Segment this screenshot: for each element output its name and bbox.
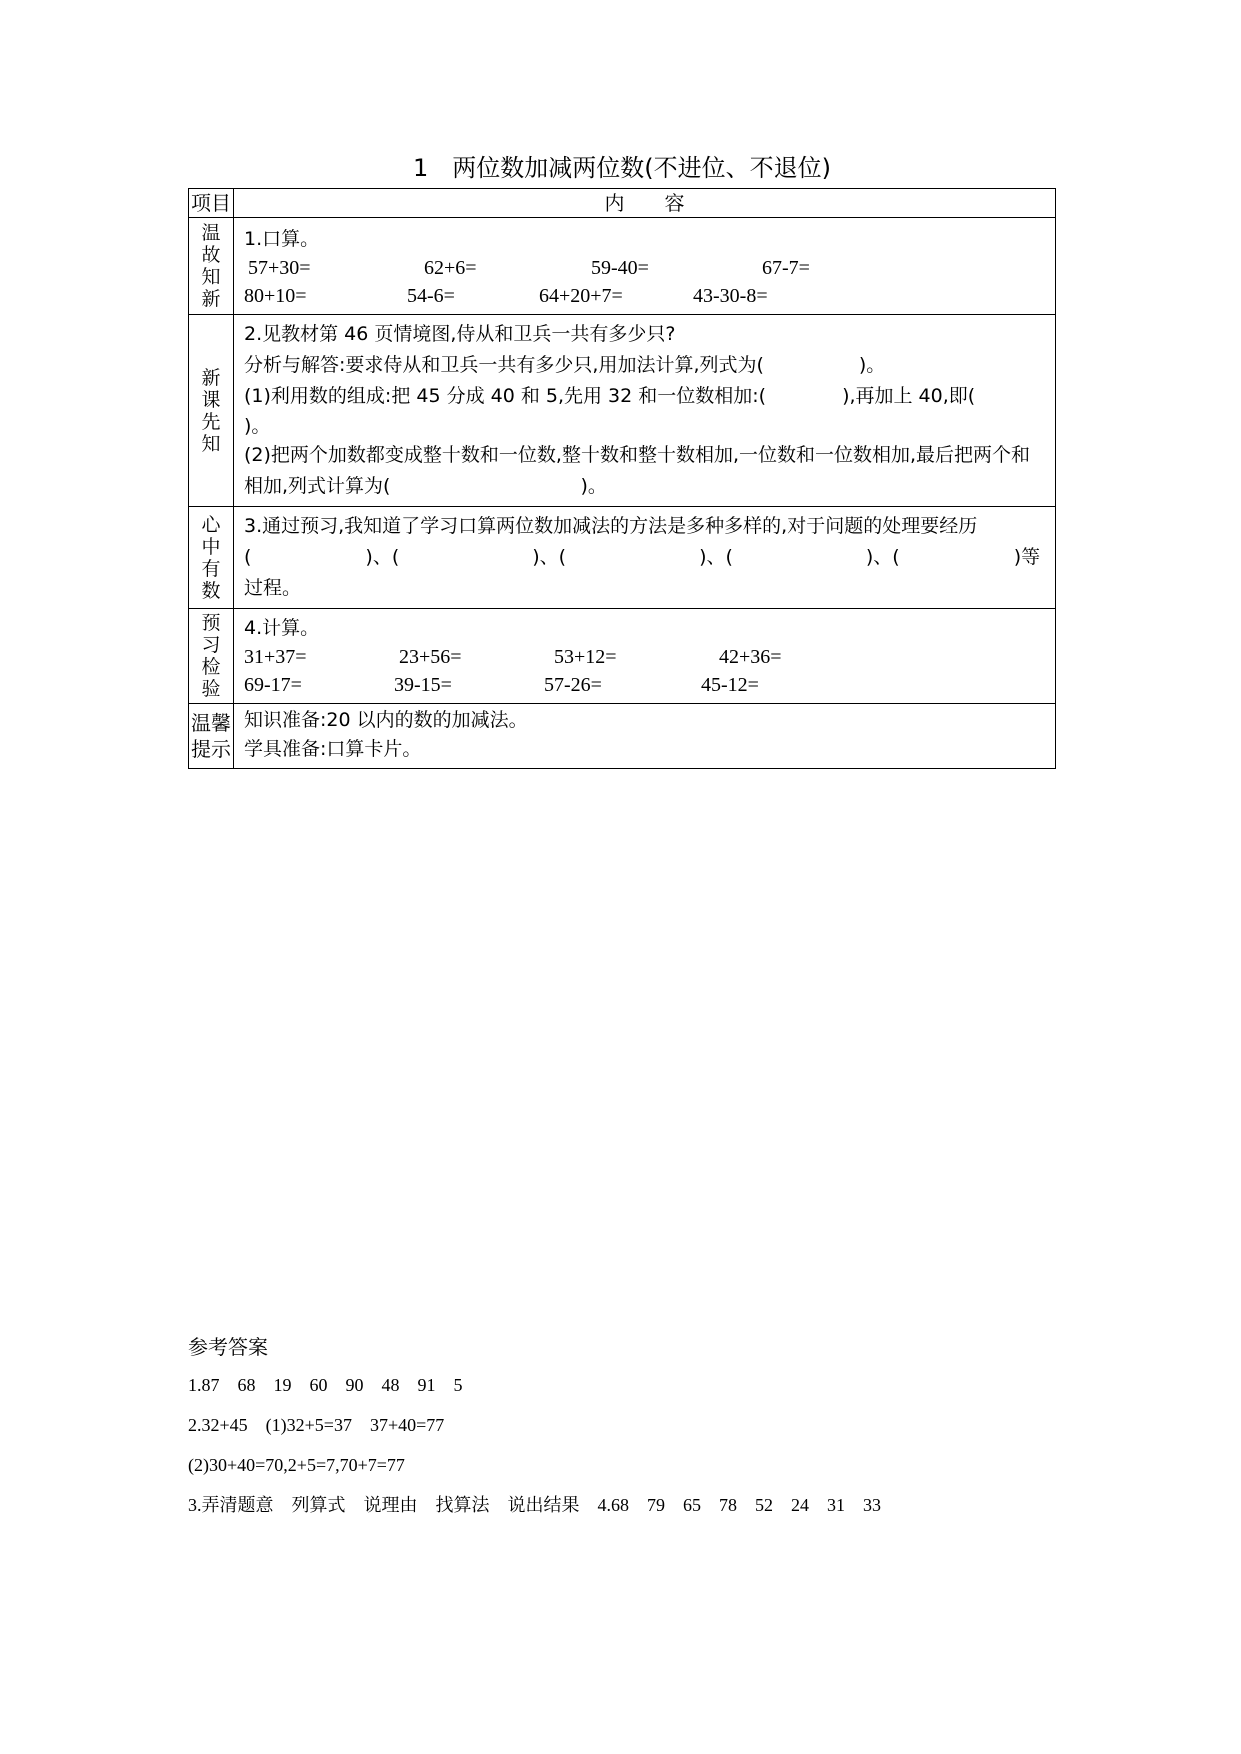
section-review-label: 温 故 知 新	[189, 218, 234, 315]
expr: 57-26=	[544, 674, 602, 696]
expr: 31+37=	[244, 646, 307, 668]
preview-line-1: 2.见教材第 46 页情境图,侍从和卫兵一共有多少只?	[244, 323, 676, 345]
section-mindful-content	[234, 507, 1056, 609]
header-content: 内 容	[234, 189, 1056, 218]
answer-line: 3.弄清题意 列算式 说理由 找算法 说出结果 4.68 79 65 78 52 24 31 33	[188, 1495, 881, 1515]
check-row-1	[244, 643, 1045, 671]
page-title: 1 两位数加减两位数(不进位、不退位)	[413, 154, 831, 182]
check-row-2	[244, 671, 1045, 699]
section-review-content	[234, 218, 1056, 315]
expr: 23+56=	[399, 646, 462, 668]
expr: 43-30-8=	[693, 285, 768, 307]
section-tips	[189, 704, 1056, 769]
section-preview-label: 新 课 先 知	[189, 315, 234, 507]
expr: 80+10=	[244, 285, 307, 307]
review-row-1	[244, 254, 1045, 282]
section-tips-content	[234, 704, 1056, 769]
answer-line: 2.32+45 (1)32+5=37 37+40=77	[188, 1415, 445, 1435]
preview-line-2: 分析与解答:要求侍从和卫兵一共有多少只,用加法计算,列式为( )。	[244, 354, 886, 376]
preview-line-5: (2)把两个加数都变成整十数和一位数,整十数和整十数相加,一位数和一位数相加,最后把两个和相加,列式计算为( )。	[244, 444, 1031, 497]
review-row-2	[244, 282, 1045, 310]
preview-line-3: (1)利用数的组成:把 45 分成 40 和 5,先用 32 和一位数相加:( ),再加上 40,即(	[244, 385, 976, 407]
tips-line-1: 知识准备:20 以内的数的加减法。	[244, 709, 528, 731]
expr: 69-17=	[244, 674, 302, 696]
expr: 54-6=	[407, 285, 455, 307]
expr: 59-40=	[591, 257, 649, 279]
section-check-label: 预 习 检 验	[189, 609, 234, 704]
answer-line: (2)30+40=70,2+5=7,70+7=77	[188, 1455, 405, 1475]
expr: 62+6=	[424, 257, 477, 279]
tips-line-2: 学具准备:口算卡片。	[244, 738, 422, 760]
preview-line-4: )。	[244, 415, 271, 437]
expr: 45-12=	[701, 674, 759, 696]
section-mindful-label: 心 中 有 数	[189, 507, 234, 609]
answer-title: 参考答案	[188, 1335, 268, 1359]
section-check-content	[234, 609, 1056, 704]
expr: 57+30=	[248, 257, 311, 279]
section-mindful	[189, 507, 1056, 609]
table-header-row	[189, 189, 1056, 218]
expr: 67-7=	[762, 257, 810, 279]
expr: 53+12=	[554, 646, 617, 668]
answer-line: 1.87 68 19 60 90 48 91 5	[188, 1375, 463, 1395]
check-heading: 4.计算。	[244, 617, 320, 639]
expr: 42+36=	[719, 646, 782, 668]
section-preview-content	[234, 315, 1056, 507]
answer-section	[188, 1333, 1088, 1531]
worksheet-table	[188, 188, 1056, 769]
review-heading: 1.口算。	[244, 228, 320, 250]
section-check	[189, 609, 1056, 704]
expr: 39-15=	[394, 674, 452, 696]
mindful-text: 3.通过预习,我知道了学习口算两位数加减法的方法是多种多样的,对于问题的处理要经历( )、( )、( )、( )、( )等过程。	[244, 515, 1041, 599]
section-review	[189, 218, 1056, 315]
section-tips-label: 温馨 提示	[189, 704, 234, 769]
section-preview	[189, 315, 1056, 507]
expr: 64+20+7=	[539, 285, 623, 307]
header-project: 项目	[189, 189, 234, 218]
